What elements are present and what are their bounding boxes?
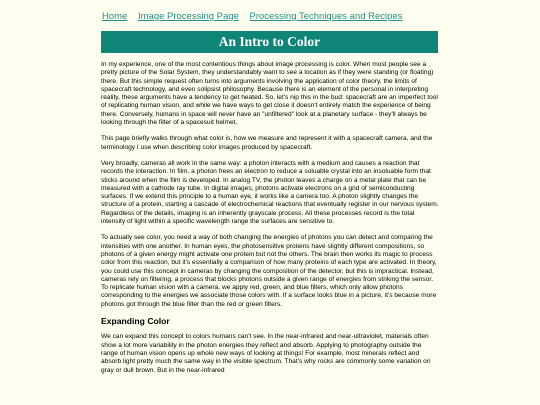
paragraph-intro: In my experience, one of the most contentious things about image processing is color. When most people see a pretty picture of the Solar System, they understandably want to see a location as if they were standing (or floating) there. But this simple request often turns into arguments involving the application of color theory, the limits of spacecraft technology, and even solipsist philosophy. Because there is an element of the personal in interpreting reality, these arguments have a tendency to get heated. So, let's nip this in the bud: spacecraft are an imperfect tool of replicating human vision, and while we have ways to get close it doesn't entirely match the experience of being there. Conversely, humans in space will never have an "unfiltered" look at a planetary surface - they'll always be looking through the filter of a spacesuit helmet. (101, 61, 438, 127)
section-heading-expanding-color: Expanding Color (101, 316, 170, 327)
page-title: An Intro to Color (218, 34, 321, 49)
paragraph-overview: This page briefly walks through what color is, how we measure and represent it with a spacecraft camera, and the terminology I use when describing color images produced by spacecraft. (101, 135, 433, 151)
paragraph-cameras: Very broadly, cameras all work in the same way: a photon interacts with a medium and causes a reaction that records the interaction. In film, a photon frees an electron to reduce a soluable crystal into an insoluable form that sticks around when the film is developed. In analog TV, the photon leaves a charge on a metal plate that can be measured with a cathode ray tube. In digital images, photons activate electrons on a grid of semiconducting surfaces. If we extend this principle to a human eye, it works like a camera too. A photon slightly changes the structure of a protein, starting a cascade of electrochemical reactions that eventually register in our nervous system. Regardless of the details, imaging is an inherently grayscale process. All these processes record is the total intensity of light within a specific wavelength range the surfaces are sensitive to. (101, 159, 439, 226)
paragraph-expanding-color: We can expand this concept to colors humans can't see. In the near-infrared and near-ultraviolet, materials often show a lot more variability in the photon energies they reflect and absorb. Applying to photography outside the range of human vision opens up whole new ways of looking at things! For example, most minerals reflect and absorb light pretty much the same way in the visible spectrum. That's why rocks are commonly some variation on gray or dull brown. But in the near-infrared (101, 333, 431, 374)
title-banner (101, 31, 438, 53)
nav-link-home[interactable]: Home (102, 11, 128, 22)
top-nav (102, 11, 410, 22)
paragraph-seeing-color: To actually see color, you need a way of both changing the energies of photons you can detect and comparing the intensities with one another. In human eyes, the photosensitive proteins have slightly different compositions, so photons of a given energy might activate one protein but not the others. The brain then works its magic to process color from this reaction, but it's essentially a comparison of how many proteins of each type are activated. In theory, you could use this concept in cameras by changing the composition of the detector, but this is impractical. Instead, cameras rely on filtering, a process that blocks photons outside a given range of energies from striking the sensor. To replicate human vision with a camera, we apply red, green, and blue filters, which only allow photons corresponding to the energies we associate those colors with. If a surface looks blue in a picture, it's because more photons got through the blue filter than the red or green filters. (101, 234, 437, 308)
article-body (101, 61, 440, 383)
nav-link-processing-techniques[interactable]: Processing Techniques and Recipes (249, 11, 403, 22)
nav-link-image-processing[interactable]: Image Processing Page (137, 11, 239, 22)
